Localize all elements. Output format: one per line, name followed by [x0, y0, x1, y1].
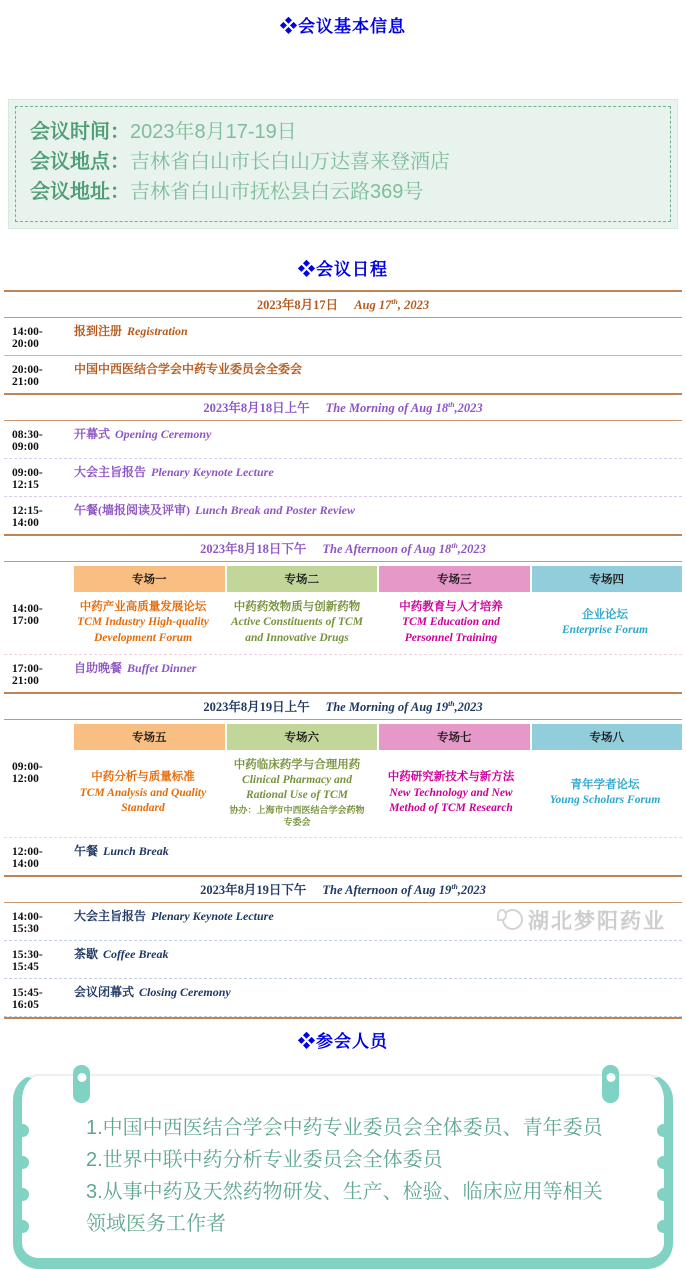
participants-title: ❖参会人员	[298, 1031, 388, 1051]
time-cell: 20:00-21:00	[12, 364, 43, 388]
watermark-logo-icon	[502, 909, 523, 930]
time-cell: 08:30-09:00	[12, 429, 43, 453]
schedule-section-aug18-am	[4, 393, 682, 534]
participant-item-2: 2.世界中联中药分析专业委员会全体委员	[86, 1148, 443, 1171]
track-cell-6: 中药临床药学与合理用药 Clinical Pharmacy and Rational Use of TCM 协办：上海市中西医结合学会药物专委会	[220, 752, 374, 831]
day-header-aug18-pm	[4, 534, 682, 562]
day-header-cn: 2023年8月17日	[256, 298, 339, 312]
event-cell: 报到注册 Registration	[74, 324, 188, 338]
basic-info-title: ❖会议基本信息	[280, 17, 406, 36]
time-cell: 15:30-15:45	[12, 948, 43, 973]
basic-info-box	[8, 99, 678, 229]
meeting-time-label: 会议时间：	[30, 121, 130, 143]
event-cell: 会议闭幕式 Closing Ceremony	[74, 984, 231, 999]
time-cell: 12:00-14:00	[12, 845, 43, 870]
schedule-row	[4, 979, 682, 1017]
day-header-en: The Morning of Aug 19th,2023	[325, 698, 483, 714]
track-header-3: 专场三	[377, 566, 530, 592]
track-header-5: 专场五	[74, 724, 225, 750]
track-content-row	[4, 750, 682, 838]
card-edge-bump	[657, 1124, 670, 1137]
meeting-address-label: 会议地址：	[30, 181, 130, 203]
schedule-row	[4, 941, 682, 979]
time-cell: 14:00-20:00	[12, 326, 43, 350]
time-cell: 17:00-21:00	[12, 662, 43, 687]
meeting-venue-line	[30, 147, 660, 177]
day-header-aug19-am	[4, 692, 682, 720]
day-header-en: The Afternoon of Aug 19th,2023	[322, 881, 486, 897]
card-edge-bump	[16, 1156, 29, 1169]
day-header-cn: 2023年8月19日上午	[203, 699, 310, 714]
time-cell: 15:45-16:05	[12, 986, 43, 1011]
day-header-cn: 2023年8月18日上午	[203, 401, 310, 415]
track-header-spacer	[4, 566, 74, 592]
schedule-row	[4, 838, 682, 875]
schedule-row	[4, 497, 682, 534]
schedule-section-aug19-am	[4, 692, 682, 875]
track-header-2: 专场二	[225, 566, 378, 592]
schedule-row	[4, 318, 682, 356]
schedule-section-aug17	[4, 290, 682, 393]
participant-item-3: 3.从事中药及天然药物研发、生产、检验、临床应用等相关领域医务工作者	[86, 1180, 603, 1235]
time-cell: 09:00-12:00	[12, 760, 43, 785]
participant-item-1: 1.中国中西医结合学会中药专业委员会全体委员、青年委员	[86, 1116, 603, 1139]
time-cell: 14:00-15:30	[12, 910, 43, 935]
track-cell-7: 中药研究新技术与新方法 New Technology and New Method of TCM Research	[387, 771, 515, 814]
schedule-section-aug19-pm	[4, 875, 682, 1017]
card-hanger-tab-left	[73, 1065, 90, 1103]
day-header-en: The Morning of Aug 18th,2023	[325, 399, 483, 415]
track-cell-4: 企业论坛 Enterprise Forum	[562, 608, 648, 636]
meeting-venue-label: 会议地点：	[30, 151, 130, 173]
schedule-title: ❖会议日程	[298, 260, 388, 279]
day-header-en: Aug 17th, 2023	[354, 296, 430, 312]
day-header-cn: 2023年8月19日下午	[200, 882, 307, 897]
meeting-address-line	[30, 177, 660, 207]
track-cell-5: 中药分析与质量标准 TCM Analysis and Quality Standard	[79, 771, 207, 814]
event-cell: 午餐 Lunch Break	[74, 843, 169, 858]
schedule-section-aug18-pm	[4, 534, 682, 692]
basic-info-inner	[15, 106, 671, 222]
participants-card	[13, 1074, 673, 1269]
track-content-row	[4, 592, 682, 655]
meeting-time-line	[30, 117, 660, 147]
event-cell: 大会主旨报告 Plenary Keynote Lecture	[74, 465, 274, 479]
card-edge-bump	[657, 1188, 670, 1201]
event-cell: 午餐(墙报阅读及评审) Lunch Break and Poster Review	[74, 503, 356, 517]
card-edge-bump	[16, 1124, 29, 1137]
track-cell-note: 协办：上海市中西医结合学会药物专委会	[229, 804, 365, 827]
participants-card-body	[13, 1074, 673, 1269]
time-cell: 12:15-14:00	[12, 505, 43, 529]
schedule-table	[4, 290, 682, 1019]
card-hanger-tab-right	[602, 1065, 619, 1103]
track-cell-1: 中药产业高质量发展论坛 TCM Industry High-quality Development Forum	[77, 601, 209, 644]
tab-hole	[606, 1073, 615, 1082]
day-header-cn: 2023年8月18日下午	[200, 542, 307, 556]
day-header-aug19-pm	[4, 875, 682, 903]
track-header-6: 专场六	[225, 724, 378, 750]
schedule-row	[4, 459, 682, 497]
meeting-time-value: 2023年8月17-19日	[130, 121, 297, 143]
track-header-8: 专场八	[530, 724, 683, 750]
card-edge-bump	[16, 1220, 29, 1233]
card-edge-bump	[657, 1220, 670, 1233]
meeting-venue-value: 吉林省白山市长白山万达喜来登酒店	[130, 151, 450, 173]
track-cell-8: 青年学者论坛 Young Scholars Forum	[549, 778, 661, 807]
card-edge-bump	[16, 1188, 29, 1201]
track-header-row	[4, 724, 682, 750]
day-header-aug18-am	[4, 393, 682, 421]
day-header-en: The Afternoon of Aug 18th,2023	[322, 540, 486, 556]
event-cell: 中国中西医结合学会中药专业委员会全委会	[74, 362, 303, 376]
meeting-address-value: 吉林省白山市抚松县白云路369号	[130, 181, 424, 203]
event-cell: 开幕式 Opening Ceremony	[74, 427, 212, 441]
track-cell-2: 中药药效物质与创新药物 Active Constituents of TCM and Innovative Drugs	[231, 601, 363, 644]
track-cell-3: 中药教育与人才培养 TCM Education and Personnel Training	[399, 601, 503, 644]
time-cell: 09:00-12:15	[12, 467, 43, 491]
track-header-row	[4, 566, 682, 592]
schedule-row	[4, 356, 682, 393]
event-cell: 自助晚餐 Buffet Dinner	[74, 660, 197, 675]
schedule-row	[4, 655, 682, 692]
track-header-4: 专场四	[530, 566, 683, 592]
company-watermark	[502, 905, 666, 935]
tab-hole	[77, 1073, 86, 1082]
time-cell: 14:00-17:00	[12, 603, 43, 627]
track-header-1: 专场一	[74, 566, 225, 592]
event-cell: 茶歇 Coffee Break	[74, 946, 169, 961]
card-edge-bump	[657, 1156, 670, 1169]
schedule-row	[4, 421, 682, 459]
day-header-aug17	[4, 290, 682, 318]
event-cell: 大会主旨报告 Plenary Keynote Lecture	[74, 908, 274, 923]
track-header-spacer	[4, 724, 74, 750]
track-header-7: 专场七	[377, 724, 530, 750]
watermark-text: 湖北梦阳药业	[528, 909, 666, 933]
